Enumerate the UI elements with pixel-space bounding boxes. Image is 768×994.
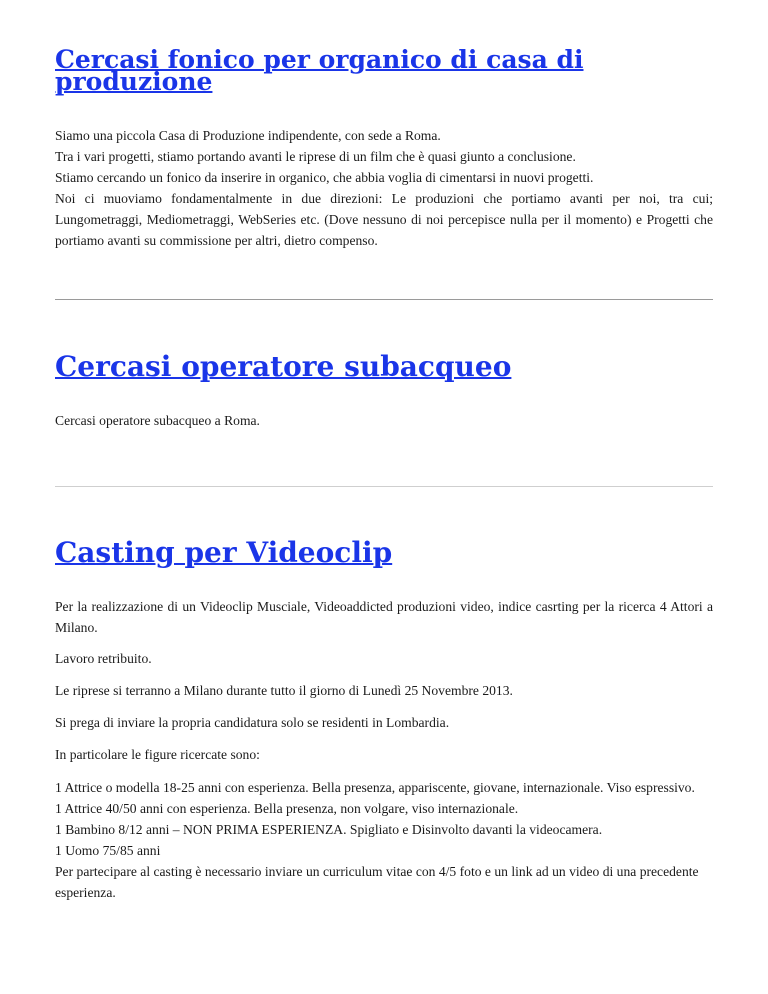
post-paragraph-figure (55, 744, 713, 765)
post-paragraph: Si prega di inviare la propria candidatura solo se residenti in Lombardia. (55, 715, 450, 730)
figure-item: 1 Attrice 40/50 anni con esperienza. Bella presenza, non volgare, viso internazionale. (55, 801, 519, 816)
post-paragraph-candidatura (55, 712, 713, 733)
post-divider (55, 486, 713, 487)
post-title-fonico[interactable]: Cercasi fonico per organico di casa di produzione (55, 45, 584, 96)
post-paragraph: Lavoro retribuito. (55, 651, 152, 666)
post-paragraph-retribuito (55, 648, 713, 669)
post-body-fonico (55, 125, 713, 251)
post-paragraph (55, 777, 713, 903)
post-body-operatore (55, 410, 713, 431)
post-paragraph: In particolare le figure ricercate sono: (55, 747, 260, 762)
post-paragraph: Per la realizzazione di un Videoclip Musciale, Videoaddicted produzioni video, indice casrting per la ricerca 4 Attori a Milano. (55, 599, 713, 635)
post-title-operatore[interactable]: Cercasi operatore subacqueo (55, 350, 512, 383)
body-line: Noi ci muoviamo fondamentalmente in due direzioni: Le produzioni che portiamo avanti per noi, tra cui; Lungometraggi, Mediometraggi, WebSeries etc. (Dove nessuno di noi percepisce nulla per il momento) e Progetti che portiamo avanti su commissione per altri, dietro compenso. (55, 191, 713, 248)
post-paragraph-riprese (55, 680, 713, 701)
body-line: Siamo una piccola Casa di Produzione indipendente, con sede a Roma. (55, 128, 441, 143)
figure-item: 1 Attrice o modella 18-25 anni con esperienza. Bella presenza, appariscente, giovane, internazionale. Viso espressivo. (55, 780, 695, 795)
figure-item: 1 Bambino 8/12 anni – NON PRIMA ESPERIENZA. Spigliato e Disinvolto davanti la videocamera. (55, 822, 603, 837)
post-paragraph (55, 125, 713, 251)
body-line: Stiamo cercando un fonico da inserire in organico, che abbia voglia di cimentarsi in nuovi progetti. (55, 170, 594, 185)
post-body-casting (55, 596, 713, 638)
post-paragraph: Le riprese si terranno a Milano durante tutto il giorno di Lunedì 25 Novembre 2013. (55, 683, 513, 698)
figure-item: 1 Uomo 75/85 anni (55, 843, 161, 858)
body-line: Tra i vari progetti, stiamo portando avanti le riprese di un film che è quasi giunto a conclusione. (55, 149, 576, 164)
figure-item: Per partecipare al casting è necessario inviare un curriculum vitae con 4/5 foto e un link ad un video di una precedente esperienza. (55, 864, 699, 900)
post-title-casting[interactable]: Casting per Videoclip (55, 536, 393, 569)
post-paragraph: Cercasi operatore subacqueo a Roma. (55, 413, 260, 428)
figures-list (55, 777, 713, 903)
post-divider (55, 299, 713, 300)
